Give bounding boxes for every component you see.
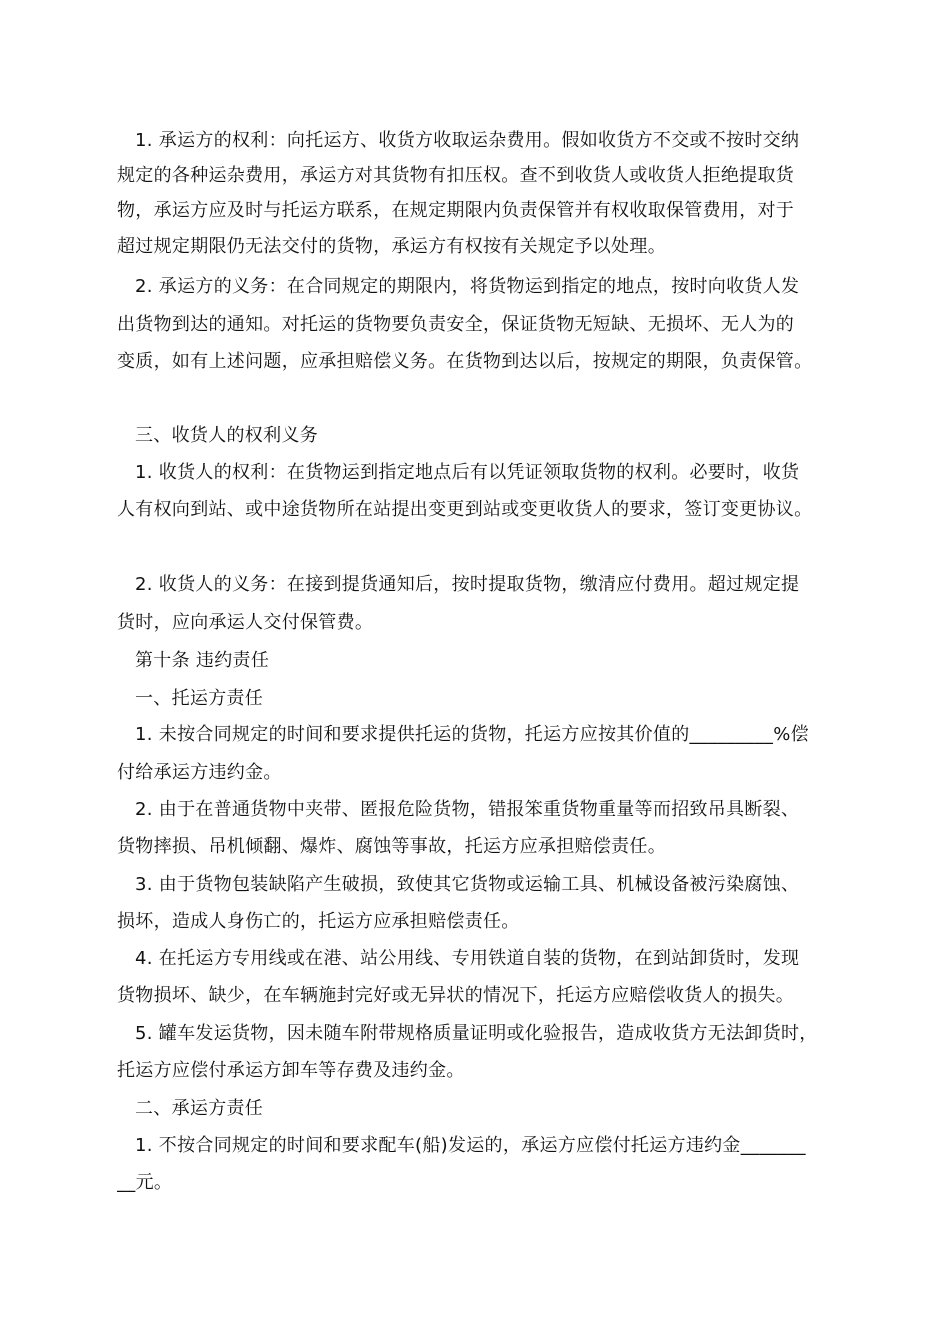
paragraph-line: 2. 承运方的义务：在合同规定的期限内，将货物运到指定的地点，按时向收货人发 bbox=[135, 276, 800, 297]
paragraph-line: __元。 bbox=[117, 1172, 173, 1193]
paragraph-line: 1. 未按合同规定的时间和要求提供托运的货物，托运方应按其价值的_________%偿 bbox=[135, 724, 809, 745]
paragraph-line: 人有权向到站、或中途货物所在站提出变更到站或变更收货人的要求，签订变更协议。 bbox=[117, 499, 813, 520]
paragraph-line: 1. 不按合同规定的时间和要求配车(船)发运的，承运方应偿付托运方违约金_______ bbox=[135, 1135, 806, 1156]
paragraph-line: 规定的各种运杂费用，承运方对其货物有扣压权。查不到收货人或收货人拒绝提取货 bbox=[117, 165, 795, 186]
paragraph-line: 1. 承运方的权利：向托运方、收货方收取运杂费用。假如收货方不交或不按时交纳 bbox=[135, 130, 800, 151]
paragraph-line: 2. 收货人的义务：在接到提货通知后，按时提取货物，缴清应付费用。超过规定提 bbox=[135, 574, 800, 595]
paragraph-line: 托运方应偿付承运方卸车等存费及违约金。 bbox=[117, 1060, 465, 1081]
paragraph-line: 超过规定期限仍无法交付的货物，承运方有权按有关规定予以处理。 bbox=[117, 236, 666, 257]
paragraph-line: 出货物到达的通知。对托运的货物要负责安全，保证货物无短缺、无损坏、无人为的 bbox=[117, 314, 795, 335]
section-heading: 三、收货人的权利义务 bbox=[135, 425, 318, 446]
paragraph-line: 货物摔损、吊机倾翻、爆炸、腐蚀等事故，托运方应承担赔偿责任。 bbox=[117, 836, 666, 857]
paragraph-line: 货物损坏、缺少，在车辆施封完好或无异状的情况下，托运方应赔偿收货人的损失。 bbox=[117, 985, 795, 1006]
paragraph-line: 损坏，造成人身伤亡的，托运方应承担赔偿责任。 bbox=[117, 911, 520, 932]
section-heading: 二、承运方责任 bbox=[135, 1098, 264, 1119]
paragraph-line: 3. 由于货物包装缺陷产生破损，致使其它货物或运输工具、机械设备被污染腐蚀、 bbox=[135, 874, 800, 895]
paragraph-line: 货时，应向承运人交付保管费。 bbox=[117, 612, 374, 633]
paragraph-line: 1. 收货人的权利：在货物运到指定地点后有以凭证领取货物的权利。必要时，收货 bbox=[135, 462, 800, 483]
paragraph-line: 5. 罐车发运货物，因未随车附带规格质量证明或化验报告，造成收货方无法卸货时， bbox=[135, 1023, 818, 1044]
paragraph-line: 2. 由于在普通货物中夹带、匿报危险货物，错报笨重货物重量等而招致吊具断裂、 bbox=[135, 799, 800, 820]
article-heading: 第十条 违约责任 bbox=[135, 650, 270, 671]
paragraph-line: 4. 在托运方专用线或在港、站公用线、专用铁道自装的货物，在到站卸货时，发现 bbox=[135, 948, 800, 969]
paragraph-line: 变质，如有上述问题，应承担赔偿义务。在货物到达以后，按规定的期限，负责保管。 bbox=[117, 351, 813, 372]
section-heading: 一、托运方责任 bbox=[135, 688, 264, 709]
paragraph-line: 付给承运方违约金。 bbox=[117, 762, 282, 783]
paragraph-line: 物，承运方应及时与托运方联系，在规定期限内负责保管并有权收取保管费用，对于 bbox=[117, 200, 795, 221]
